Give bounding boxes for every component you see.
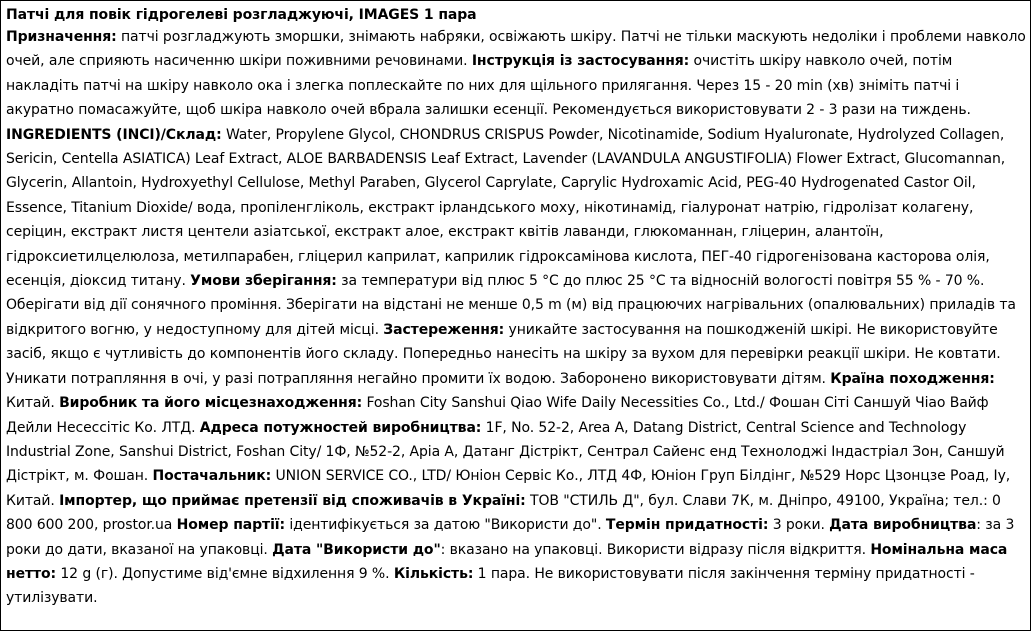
supplier-text: UNION SERVICE CO., LTD/ Юніон Сервіс Ко., ЛТД 4Ф, Юніон Груп Білдінг, №529 Норс Цзонцзе Роад, Іу, Китай. [6,468,1011,509]
country-label: Країна походження: [830,370,995,387]
manufacturer-label: Виробник та його місцезнаходження: [59,395,363,412]
batch-number-label: Номер партії: [176,517,285,534]
storage-label: Умови зберігання: [190,273,337,290]
warnings-text: уникайте застосування на пошкодженій шкірі. Не використовуйте засіб, якщо є чутливість до компонентів його складу. Попередньо нанесіть на шкіру за вухом для перевірки реакції шкіри. Не ковтати. Уникати потрапляння в очі, у разі потрапляння негайно промити їх водою. Заборонено використовувати дітям. [6,321,1001,387]
ingredients-label: INGREDIENTS (INCI)/Склад: [6,126,222,143]
importer-label: Імпортер, що приймає претензії від споживачів в Україні: [59,492,526,509]
storage-text: за температури від плюс 5 °С до плюс 25 °С та відносній вологості повітря 55 % - 70 %. Оберігати від дії сонячного проміння. Зберігати на відстані не менше 0,5 m (м) від працюючих нагрівальних (опалювальних) приладів та відкритого вогню, у недоступному для дітей місці. [6,273,1016,338]
purpose-label: Призначення: [6,29,117,45]
batch-number-text: ідентифікується за датою "Використи до". [284,517,606,534]
country-text: Китай. [6,395,60,412]
importer-text: ТОВ "СТИЛЬ Д", бул. Слави 7К, м. Дніпро, 49100, Україна; тел.: 0 800 600 200, prostor.ua [6,492,1001,534]
net-weight-text: 12 g (г). Допустиме від'ємне відхилення 9 %. [56,565,394,582]
production-date-text: : за 3 роки до дати, вказаної на упаковці. [6,517,1015,558]
product-description [6,25,1026,611]
quantity-text: 1 пара. Не використовувати після закінчення терміну придатності - утилізувати. [6,565,975,607]
warnings-label: Застереження: [383,321,505,338]
shelf-life-text: 3 роки. [768,517,830,534]
production-address-label: Адреса потужностей виробництва: [199,419,482,436]
shelf-life-label: Термін придатності: [605,517,769,534]
ingredients-text: Water, Propylene Glycol, CHONDRUS CRISPUS Powder, Nicotinamide, Sodium Hyaluronate, Hydrolyzed Collagen, Sericin, Centella ASIATICA) Leaf Extract, ALOE BARBADENSIS Leaf Extract, Lavender (LAVANDULA ANGUSTIFOLIA) Flower Extract, Glucomannan, Glycerin, Allantoin, Hydroxyethyl Cellulose, Methyl Paraben, Glycerol Caprylate, Caprylic Hydroxamic Acid, PEG-40 Hydrogenated Castor Oil, Essence, Titanium Dioxide/ вода, пропіленгліколь, екстракт ірландського моху, нікотинамід, гіалуронат натрію, гідролізат колагену, серіцин, екстракт листя центели азіатської, екстракт алое, екстракт квітів лаванди, глюкоманнан, гліцерин, алантоїн, гідроксиетилцелюлоза, метилпарабен, гліцерил каприлат, каприлик гідроксамінова кислота, ПЕГ-40 гідрогенізована касторова олія, есенція, діоксид титану. [6,126,1006,290]
instructions-text: очистіть шкіру навколо очей, потім накладіть патчі на шкіру навколо ока і злегка поплескайте по них для щільного прилягання. Через 15 - 20 min (хв) зніміть патчі і акуратно помасажуйте, щоб шкіра навколо очей вбрала залишки есенції. Рекомендується використовувати 2 - 3 рази на тиждень. [6,53,971,119]
production-address-text: 1F, No. 52-2, Area A, Datang District, Central Science and Technology Industrial Zone, Sanshui District, Foshan City/ 1Ф, №52-2, Аріа А, Датанг Дістрікт, Сентрал Сайенс енд Технолоджі Індастріал Зон, Саншуй Дістрікт, м. Фошан. [6,419,1005,485]
supplier-label: Постачальник: [152,468,272,485]
purpose-text: патчі розгладжують зморшки, знімають набряки, освіжають шкіру. Патчі не тільки маскують недоліки і проблеми навколо очей, але сприяють насиченню шкіри поживними речовинами. [6,29,1026,70]
production-date-label: Дата виробництва [829,517,977,534]
product-title: Патчі для повік гідрогелеві розгладжуючі, IMAGES 1 пара [6,7,477,23]
use-by-date-text: : вказано на упаковці. Використи відразу після відкриття. [440,541,871,558]
instructions-label: Інструкція із застосування: [471,53,690,70]
use-by-date-label: Дата "Використи до" [272,541,441,558]
net-weight-label: Номінальна маса нетто: [6,541,1008,582]
manufacturer-text: Foshan City Sanshui Qiao Wife Daily Necessities Co., Ltd./ Фошан Сіті Саншуй Чіао Вайф Дейли Несессітіс Ко. ЛТД. [6,395,989,436]
quantity-label: Кількість: [393,565,474,582]
